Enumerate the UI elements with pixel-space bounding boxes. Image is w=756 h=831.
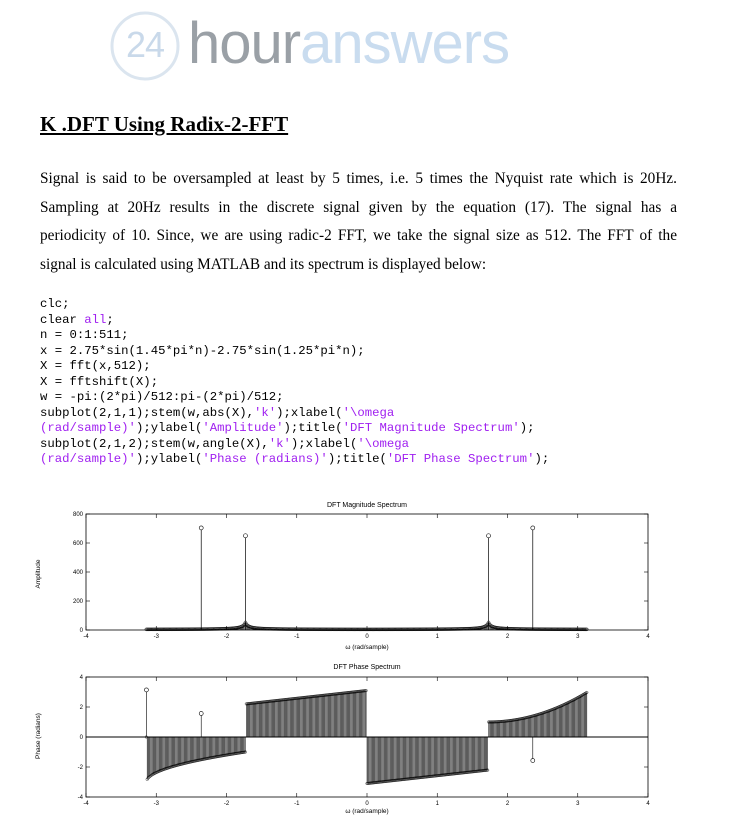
x-tick-label: 0 (365, 634, 369, 640)
magnitude-stems (145, 526, 589, 631)
peak-marker (243, 534, 247, 538)
paragraph-line: signal is calculated using MATLAB and its spectrum is displayed below: (40, 255, 487, 273)
paragraph-line: periodicity of 10. Since, we are using radic-2 FFT, we take the signal size as 512. The FFT of the (40, 227, 677, 244)
plot-frame (86, 514, 648, 630)
section-heading: K .DFT Using Radix-2-FFT (40, 112, 289, 136)
matlab-code-block (40, 297, 549, 468)
dft-figure-svg (35, 496, 700, 826)
x-tick-label: 1 (435, 801, 439, 807)
code-line: w = -pi:(2*pi)/512:pi-(2*pi)/512; (40, 390, 284, 404)
y-tick-label: 600 (72, 541, 83, 547)
code-line: X = fftshift(X); (40, 374, 159, 389)
y-tick-label: 2 (79, 705, 83, 711)
code-line: clc; (40, 297, 70, 311)
phase-stems (144, 688, 588, 785)
outlier-marker (199, 711, 203, 715)
magnitude-ylabel: Amplitude (35, 559, 42, 589)
code-line: clear all; (40, 312, 114, 327)
code-line: X = fft(x,512); (40, 359, 151, 373)
logo-wordmark-part2: answers (300, 11, 510, 76)
logo (104, 10, 584, 80)
x-tick-label: 1 (435, 634, 439, 640)
x-tick-label: 2 (505, 634, 510, 640)
dft-figure (35, 496, 700, 831)
outlier-marker (531, 759, 535, 763)
magnitude-plot (73, 512, 650, 640)
y-tick-label: 200 (72, 599, 83, 605)
paragraph-line: Signal is said to be oversampled at least by 5 times, i.e. 5 times the Nyquist rate which is 20Hz. (40, 170, 677, 187)
outlier-marker (144, 688, 148, 692)
x-tick-label: -2 (223, 634, 230, 640)
code-line: n = 0:1:511; (40, 328, 129, 342)
phase-ylabel: Phase (radians) (35, 713, 42, 759)
x-tick-label: 4 (646, 634, 650, 640)
code-line: (rad/sample)');ylabel('Amplitude');title('DFT Magnitude Spectrum'); (40, 421, 535, 435)
peak-marker (199, 526, 203, 530)
paragraph-line: Sampling at 20Hz results in the discrete signal given by the equation (17). The signal has a (40, 198, 677, 216)
x-tick-label: -4 (83, 801, 89, 807)
y-tick-label: 0 (79, 628, 83, 634)
logo-wordmark (188, 12, 509, 76)
logo-number: 24 (125, 24, 165, 65)
logo-wordmark-part1: hour (188, 11, 301, 76)
phase-plot (78, 675, 651, 807)
x-tick-label: -3 (153, 801, 159, 807)
x-tick-label: -3 (153, 634, 159, 640)
x-tick-label: 3 (576, 801, 580, 807)
peak-marker (531, 526, 535, 530)
code-line: subplot(2,1,1);stem(w,abs(X),'k');xlabel('\omega (40, 405, 395, 420)
magnitude-xlabel: ω (rad/sample) (345, 644, 389, 651)
body-paragraph (40, 165, 677, 279)
phase-xlabel: ω (rad/sample) (345, 808, 389, 815)
x-tick-label: -2 (223, 801, 230, 807)
x-tick-label: -4 (83, 634, 89, 640)
x-tick-label: 4 (646, 801, 650, 807)
magnitude-title: DFT Magnitude Spectrum (326, 502, 408, 509)
code-line: x = 2.75*sin(1.45*pi*n)-2.75*sin(1.25*pi*n); (40, 343, 365, 358)
y-tick-label: 800 (72, 512, 83, 518)
x-tick-label: 2 (505, 801, 510, 807)
y-tick-label: -4 (77, 795, 83, 801)
peak-marker (487, 534, 491, 538)
x-tick-label: -1 (294, 634, 300, 640)
code-line: subplot(2,1,2);stem(w,angle(X),'k');xlabel('\omega (40, 436, 409, 451)
x-tick-label: 0 (365, 801, 369, 807)
y-tick-label: 400 (72, 570, 83, 576)
y-tick-label: 4 (79, 675, 83, 681)
x-tick-label: -1 (294, 801, 300, 807)
phase-title: DFT Phase Spectrum (333, 664, 401, 671)
y-tick-label: 0 (79, 735, 83, 741)
code-line: (rad/sample)');ylabel('Phase (radians)');title('DFT Phase Spectrum'); (40, 452, 550, 466)
x-tick-label: 3 (576, 634, 580, 640)
y-tick-label: -2 (77, 765, 83, 771)
